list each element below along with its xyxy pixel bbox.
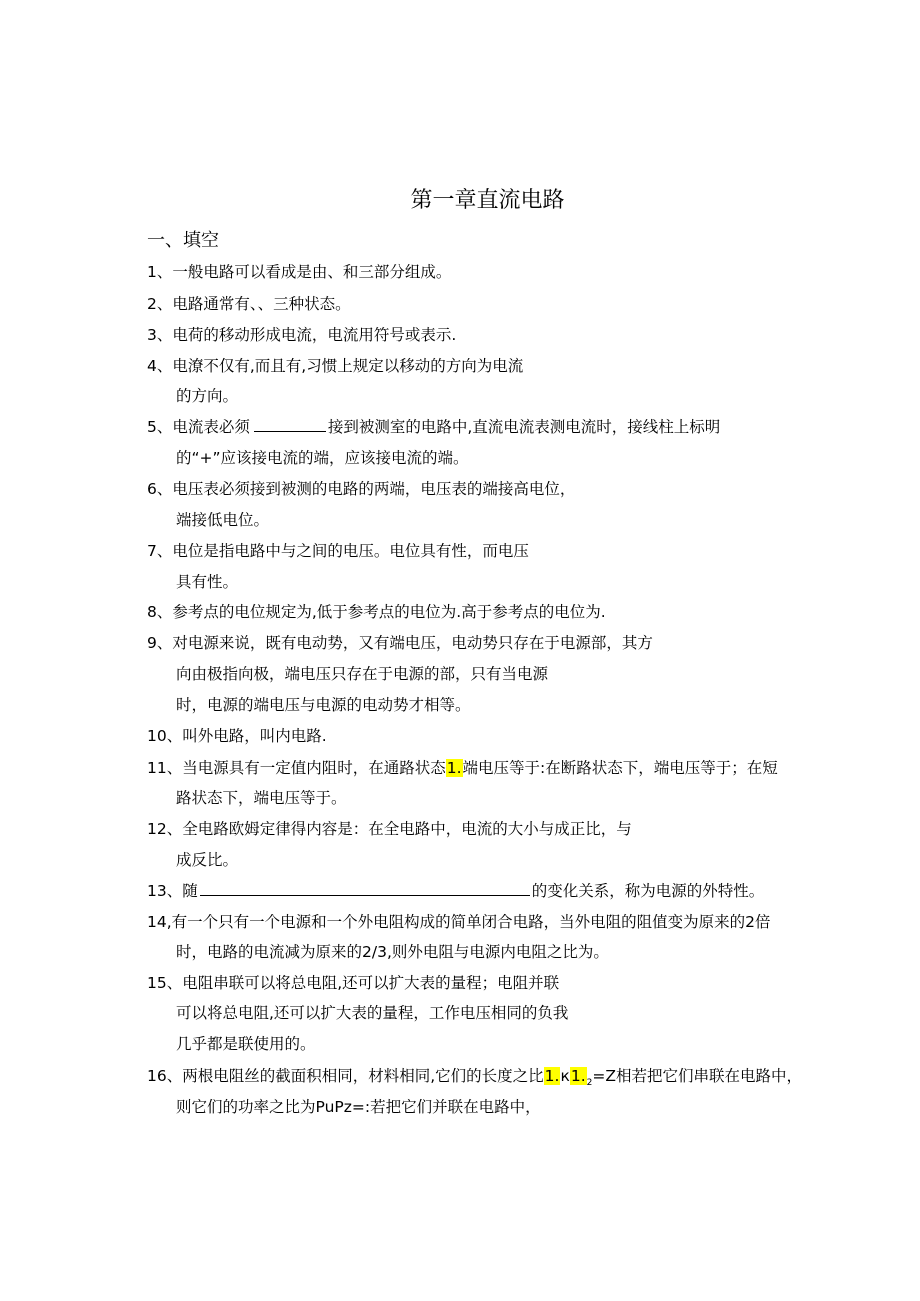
- page-title: 第一章直流电路: [410, 188, 565, 213]
- question-7-line-2: 具有性。: [176, 573, 239, 591]
- highlighted-mark: 1.: [570, 1067, 586, 1085]
- highlighted-mark: 1.: [544, 1067, 560, 1085]
- question-4-line-1: 4、电潦不仅有,而且有,习惯上规定以移动的方向为电流: [147, 357, 524, 375]
- question-10: 10、叫外电路，叫内电路.: [147, 727, 327, 745]
- question-16-suffix: =Z相若把它们串联在电路中，: [592, 1067, 802, 1085]
- highlighted-mark: 1.: [446, 759, 462, 777]
- question-14-line-2: 时，电路的电流减为原来的2/3,则外电阻与电源内电阻之比为。: [176, 943, 609, 961]
- question-5-suffix: 接到被测室的电路中,直流电流表测电流时，接线柱上标明: [327, 418, 721, 436]
- question-16-mid: к: [560, 1067, 570, 1085]
- question-7-line-1: 7、电位是指电路中与之间的电压。电位具有性，而电压: [147, 542, 529, 560]
- question-11-suffix: 端电压等于:在断路状态下，端电压等于；在短: [462, 759, 778, 777]
- answer-blank: [254, 417, 326, 432]
- subscript: 2: [586, 1078, 593, 1089]
- question-14-line-1: 14,有一个只有一个电源和一个外电阻构成的简单闭合电路，当外电阻的阻值变为原来的2倍: [147, 913, 771, 931]
- question-11-prefix: 11、当电源具有一定值内阻时，在通路状态: [147, 759, 446, 777]
- question-9-line-3: 时，电源的端电压与电源的电动势才相等。: [176, 696, 471, 714]
- question-9-line-2: 向由极指向极，端电压只存在于电源的部，只有当电源: [176, 665, 549, 683]
- question-11-line-2: 路状态下，端电压等于。: [176, 789, 347, 807]
- question-15-line-1: 15、电阻串联可以将总电阻,还可以扩大表的量程；电阻并联: [147, 974, 560, 992]
- question-16-line-2: 则它们的功率之比为PuPz=:若把它们并联在电路中，: [176, 1098, 541, 1116]
- question-13-suffix: 的变化关系，称为电源的外特性。: [531, 882, 765, 900]
- question-1: 1、一般电路可以看成是由、和三部分组成。: [147, 263, 452, 281]
- question-15-line-3: 几乎都是联使用的。: [176, 1035, 316, 1053]
- question-5-prefix: 5、电流表必须: [147, 418, 250, 436]
- question-5-line-1: [147, 415, 720, 439]
- question-9-line-1: 9、对电源来说，既有电动势，又有端电压，电动势只存在于电源部，其方: [147, 634, 653, 652]
- question-5-line-2: 的“+”应该接电流的端，应该接电流的端。: [176, 449, 469, 467]
- question-13: [147, 879, 764, 903]
- question-6-line-1: 6、电压表必须接到被测的电路的两端，电压表的端接高电位，: [147, 480, 576, 498]
- section-heading: 一、填空: [147, 230, 219, 251]
- question-12-line-1: 12、全电路欧姆定律得内容是：在全电路中，电流的大小与成正比，与: [147, 820, 632, 838]
- question-15-line-2: 可以将总电阻,还可以扩大表的量程，工作电压相同的负我: [176, 1004, 569, 1022]
- answer-blank: [200, 881, 530, 896]
- question-13-prefix: 13、随: [147, 882, 198, 900]
- question-11-line-1: [147, 756, 778, 780]
- question-2: 2、电路通常有、、三种状态。: [147, 295, 351, 313]
- question-16-prefix: 16、两根电阻丝的截面积相同，材料相同,它们的长度之比: [147, 1067, 544, 1085]
- question-8: 8、参考点的电位规定为,低于参考点的电位为.高于参考点的电位为.: [147, 603, 606, 621]
- question-4-line-2: 的方向。: [176, 387, 239, 405]
- question-3: 3、电荷的移动形成电流，电流用符号或表示.: [147, 326, 457, 344]
- question-6-line-2: 端接低电位。: [176, 511, 270, 529]
- question-12-line-2: 成反比。: [176, 851, 239, 869]
- question-16-line-1: [147, 1064, 802, 1095]
